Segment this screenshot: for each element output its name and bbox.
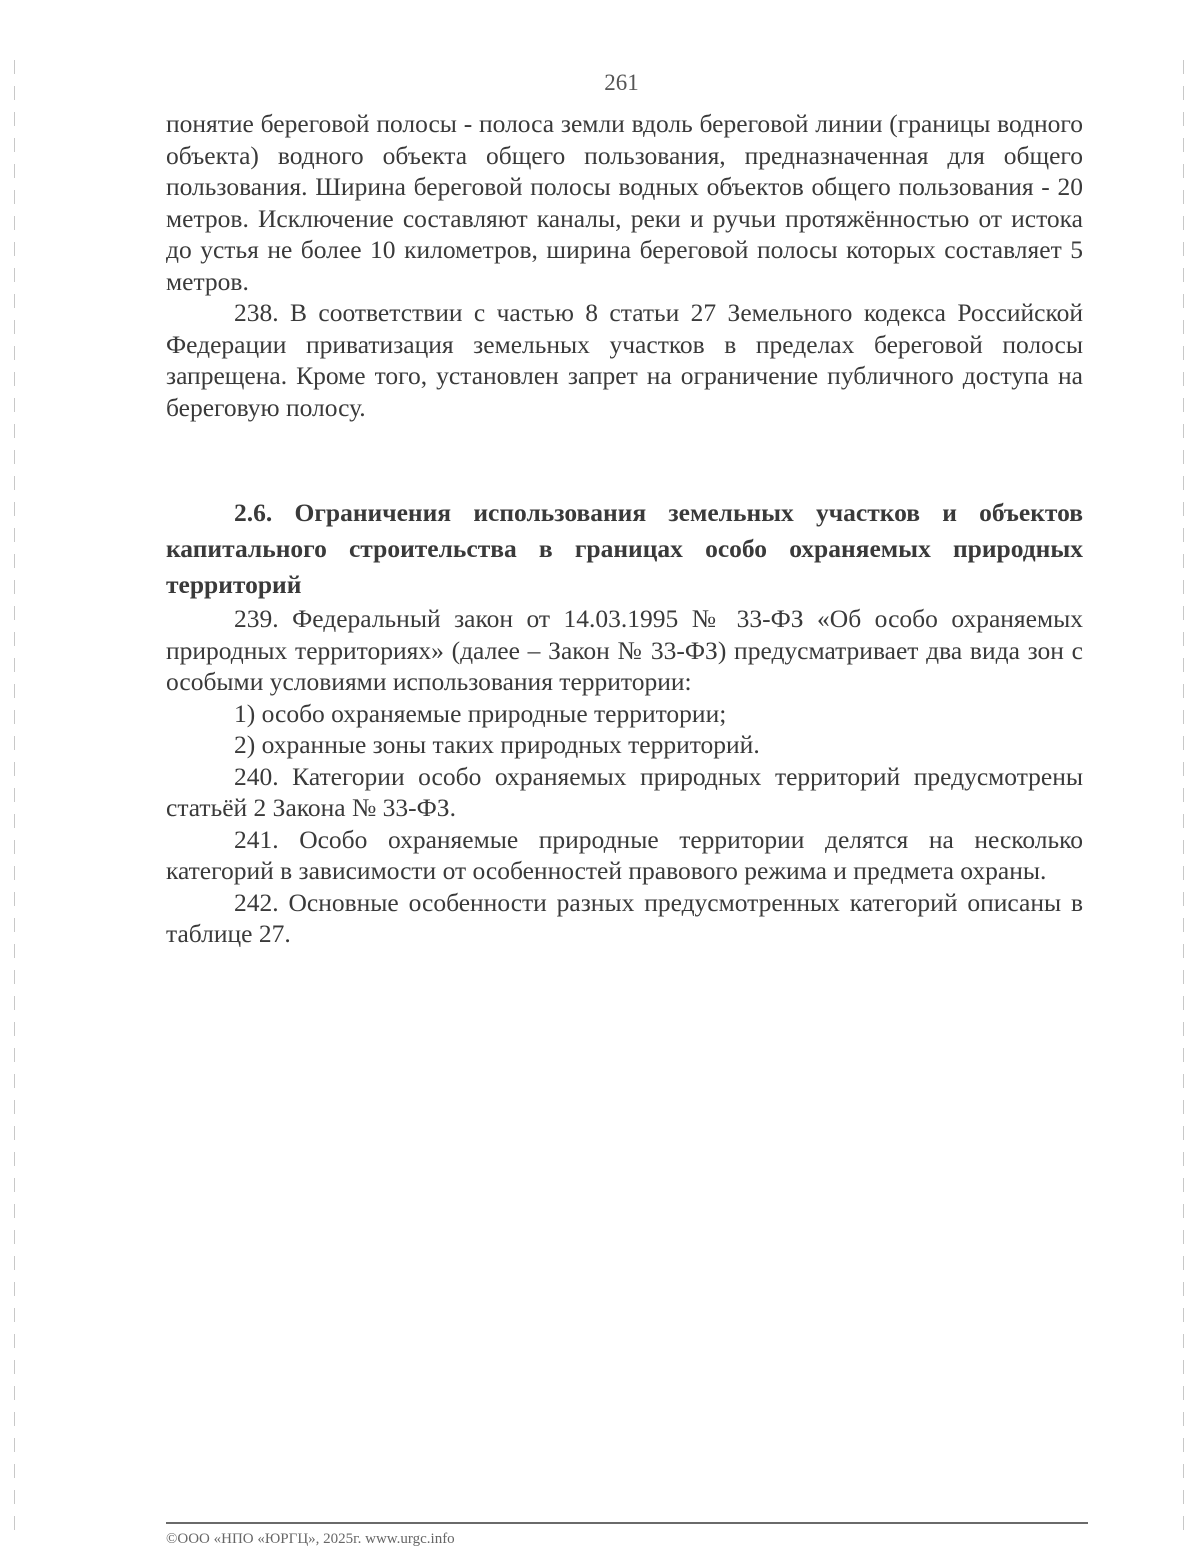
paragraph-241: 241. Особо охраняемые природные территории делятся на несколько категорий в зависимости от особенностей правового режима и предмета охраны. (166, 824, 1083, 885)
paragraph-239: 239. Федеральный закон от 14.03.1995 № 33-ФЗ «Об особо охраняемых природных территориях» (далее – Закон № 33-ФЗ) предусматривает два вида зон с особыми условиями использования территории: (166, 604, 1083, 696)
paragraph-240: 240. Категории особо охраняемых природных территорий предусмотрены статьёй 2 Закона № 33-ФЗ. (166, 761, 1083, 822)
paragraph-238: 238. В соответствии с частью 8 статьи 27 Земельного кодекса Российской Федерации приватизация земельных участков в пределах береговой полосы запрещена. Кроме того, установлен запрет на ограничение публичного доступа на береговую полосу. (166, 298, 1083, 422)
section-heading: 2.6. Ограничения использования земельных участков и объектов капитального строительства в границах особо охраняемых природных территорий (166, 498, 1083, 599)
scan-edge-left (14, 60, 15, 1530)
footer-copyright: ©ООО «НПО «ЮРГЦ», 2025г. www.urgc.info (166, 1531, 455, 1547)
list-item-2: 2) охранные зоны таких природных территорий. (234, 730, 760, 759)
paragraph-242: 242. Основные особенности разных предусмотренных категорий описаны в таблице 27. (166, 887, 1083, 948)
document-body (166, 108, 1083, 950)
footer-divider (166, 1522, 1088, 1524)
page-number: 261 (604, 70, 639, 95)
list-item-1: 1) особо охраняемые природные территории; (234, 698, 727, 728)
scan-edge-right (1183, 60, 1184, 1530)
paragraph-continuation: понятие береговой полосы - полоса земли вдоль береговой линии (границы водного объекта) водного объекта общего пользования, предназначенная для общего пользования. Ширина береговой полосы водных объектов общего пользования - 20 метров. Исключение составляют каналы, реки и ручьи протяжённостью от истока до устья не более 10 километров, ширина береговой полосы которых составляет 5 метров. (166, 109, 1083, 296)
